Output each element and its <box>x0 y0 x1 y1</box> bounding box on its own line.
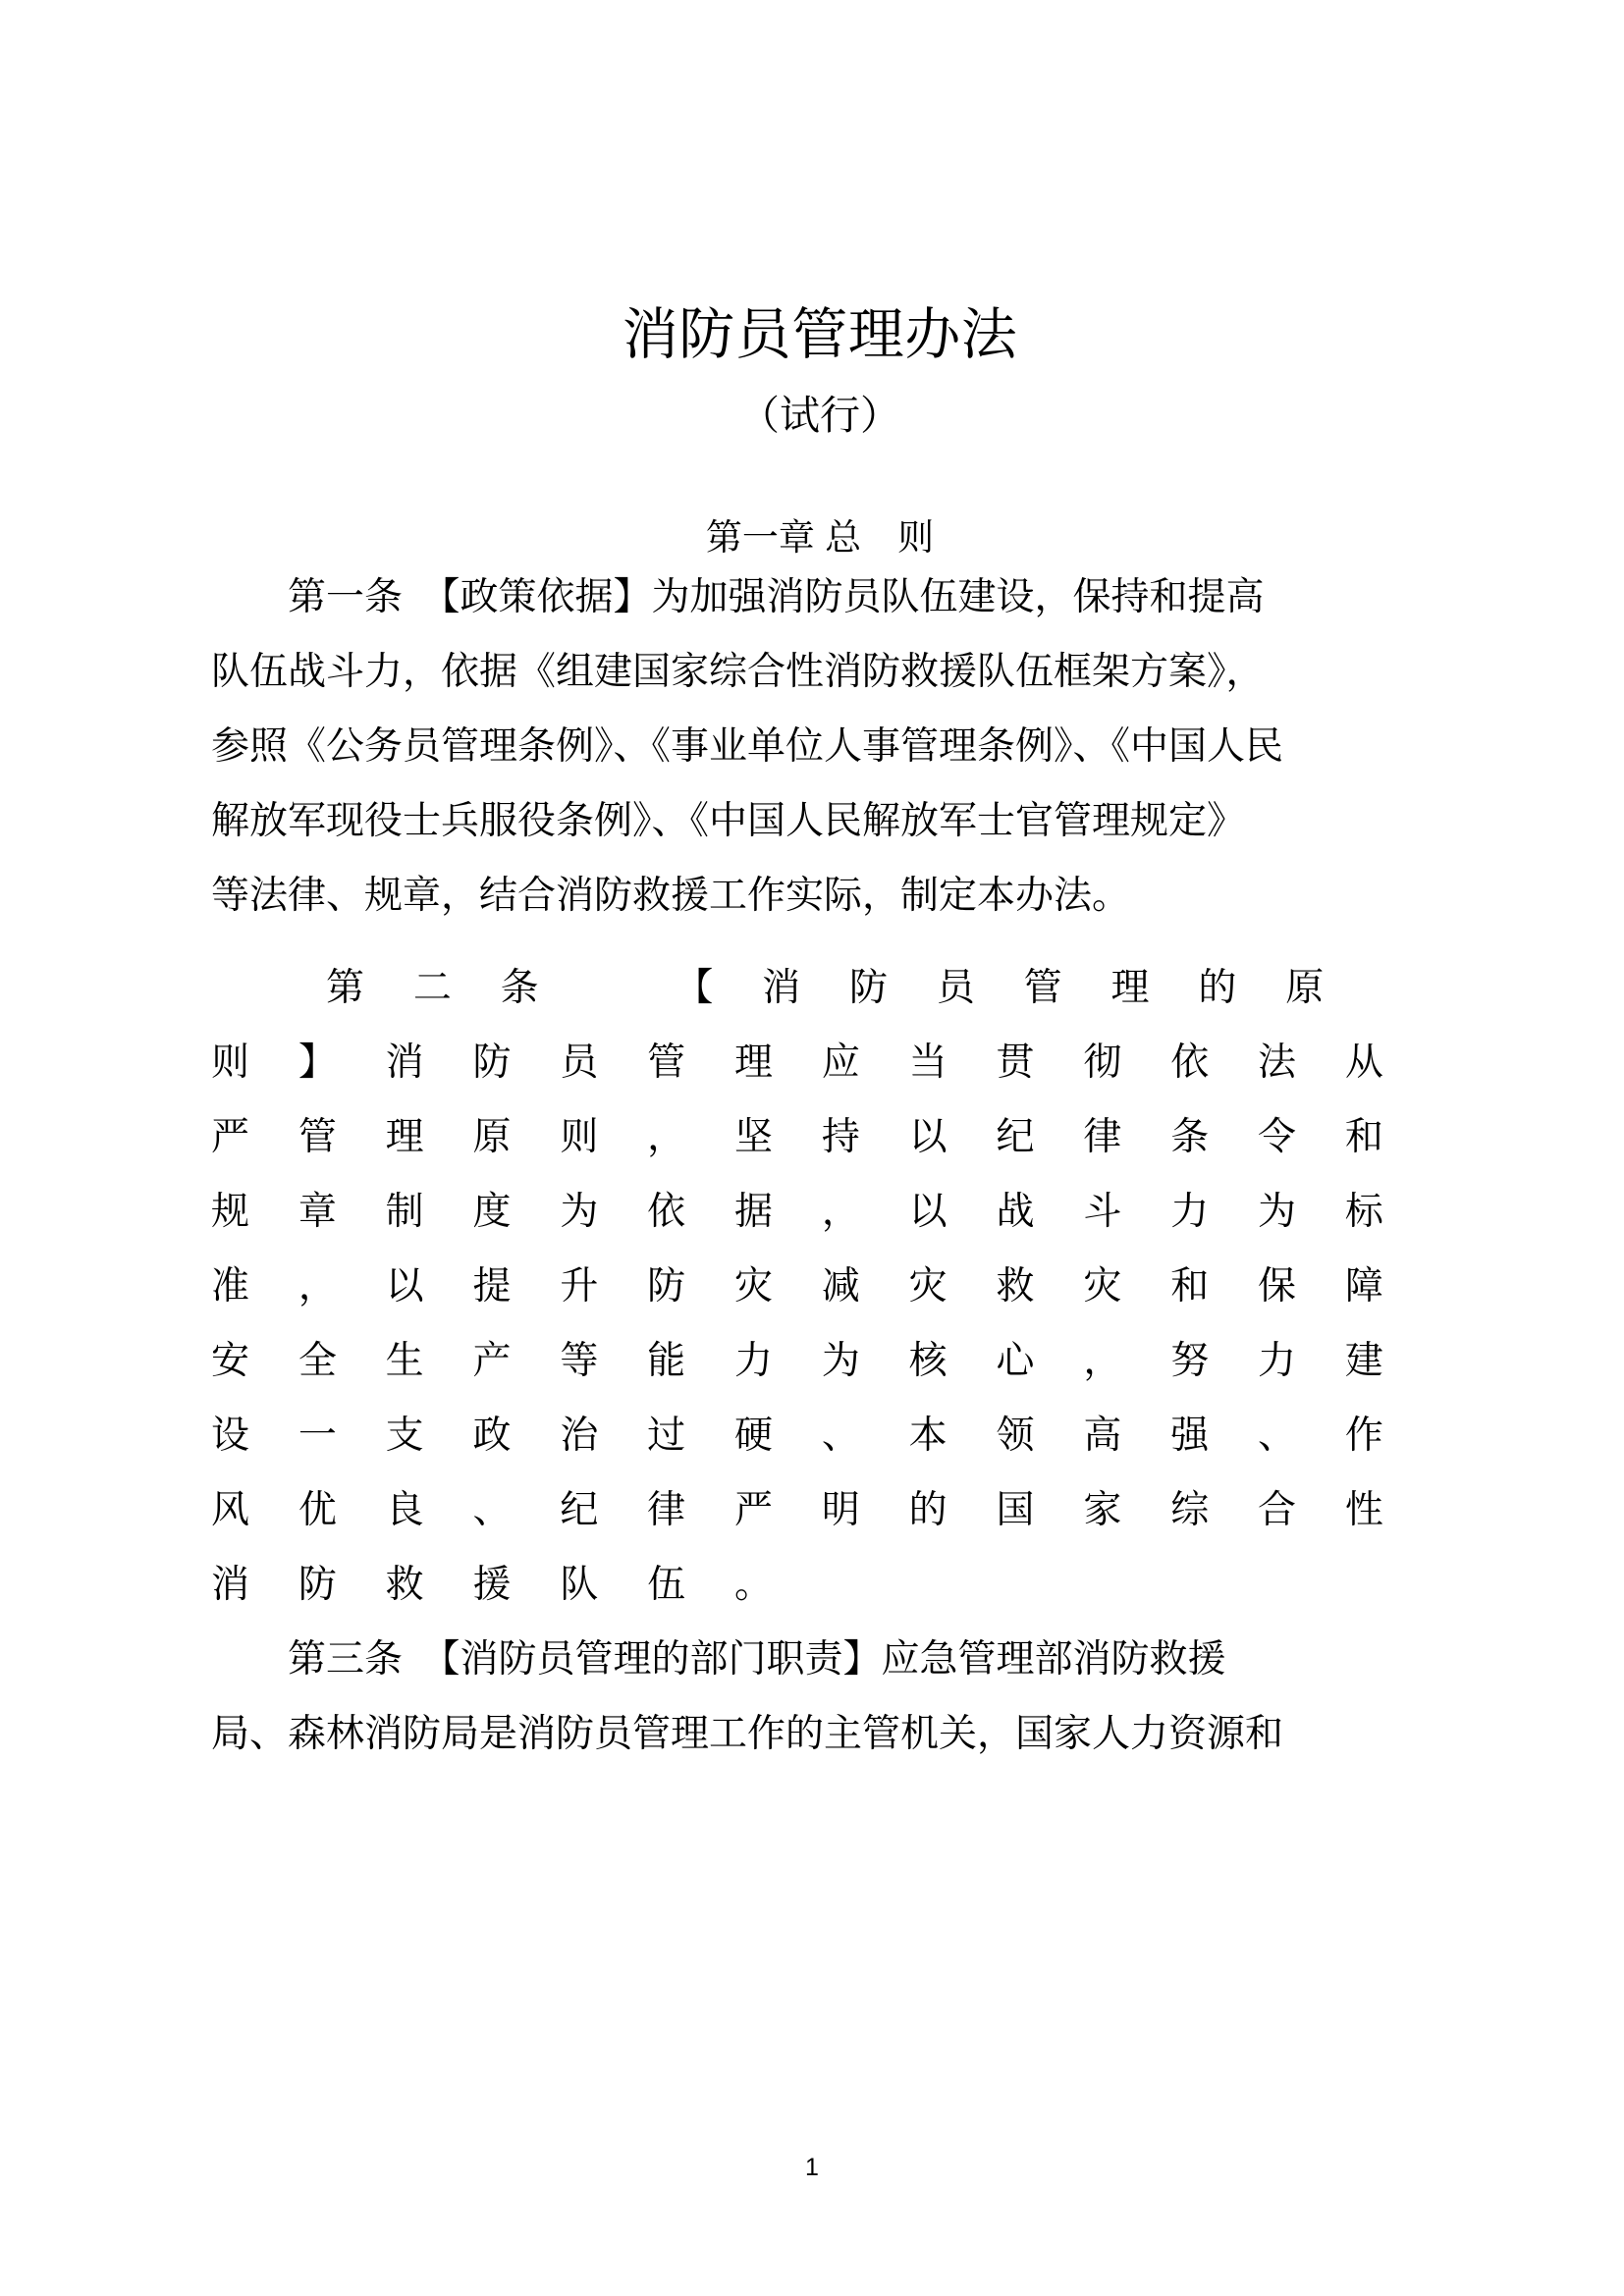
text-line: 第 二 条 【 消 防 员 管 理 的 原 <box>211 966 1343 1009</box>
text-line: 规 章 制 度 为 依 据 ， 以 战 斗 力 为 标 <box>211 1190 1403 1233</box>
document-subtitle: （试行） <box>739 393 900 439</box>
text-line: 则 】 消 防 员 管 理 应 当 贯 彻 依 法 从 <box>211 1041 1403 1084</box>
page-number: 1 <box>805 2154 819 2181</box>
text-line: 消 防 救 援 队 伍 。 <box>211 1563 792 1606</box>
page-title: 消防员管理办法 <box>622 303 1018 366</box>
text-line: 风 优 良 、 纪 律 严 明 的 国 家 综 合 性 <box>211 1488 1403 1531</box>
text-line: 局、森林消防局是消防员管理工作的主管机关，国家人力资源和 <box>211 1712 1284 1755</box>
text-line: 设 一 支 政 治 过 硬 、 本 领 高 强 、 作 <box>211 1414 1403 1457</box>
article-three-paragraph <box>211 1623 1429 1772</box>
text-line: 第一条 【政策依据】为加强消防员队伍建设，保持和提高 <box>211 575 1265 618</box>
chapter-heading: 第一章 总 则 <box>705 517 935 559</box>
text-line: 严 管 理 原 则 ， 坚 持 以 纪 律 条 令 和 <box>211 1115 1403 1158</box>
text-line: 队伍战斗力，依据《组建国家综合性消防救援队伍框架方案》， <box>211 650 1265 693</box>
text-line: 等法律、规章，结合消防救援工作实际，制定本办法。 <box>211 874 1131 917</box>
text-line: 第三条 【消防员管理的部门职责】应急管理部消防救援 <box>211 1637 1226 1681</box>
article-one-paragraph <box>211 561 1429 934</box>
article-two-paragraph <box>211 934 1429 1623</box>
text-line: 解放军现役士兵服役条例》、《中国人民解放军士官管理规定》 <box>211 799 1246 842</box>
text-line: 参照《公务员管理条例》、《事业单位人事管理条例》、《中国人民 <box>211 724 1284 768</box>
text-line: 安 全 生 产 等 能 力 为 核 心 ， 努 力 建 <box>211 1339 1403 1382</box>
text-line: 准 ， 以 提 升 防 灾 减 灾 救 灾 和 保 障 <box>211 1264 1403 1308</box>
page-content <box>211 0 1429 1772</box>
